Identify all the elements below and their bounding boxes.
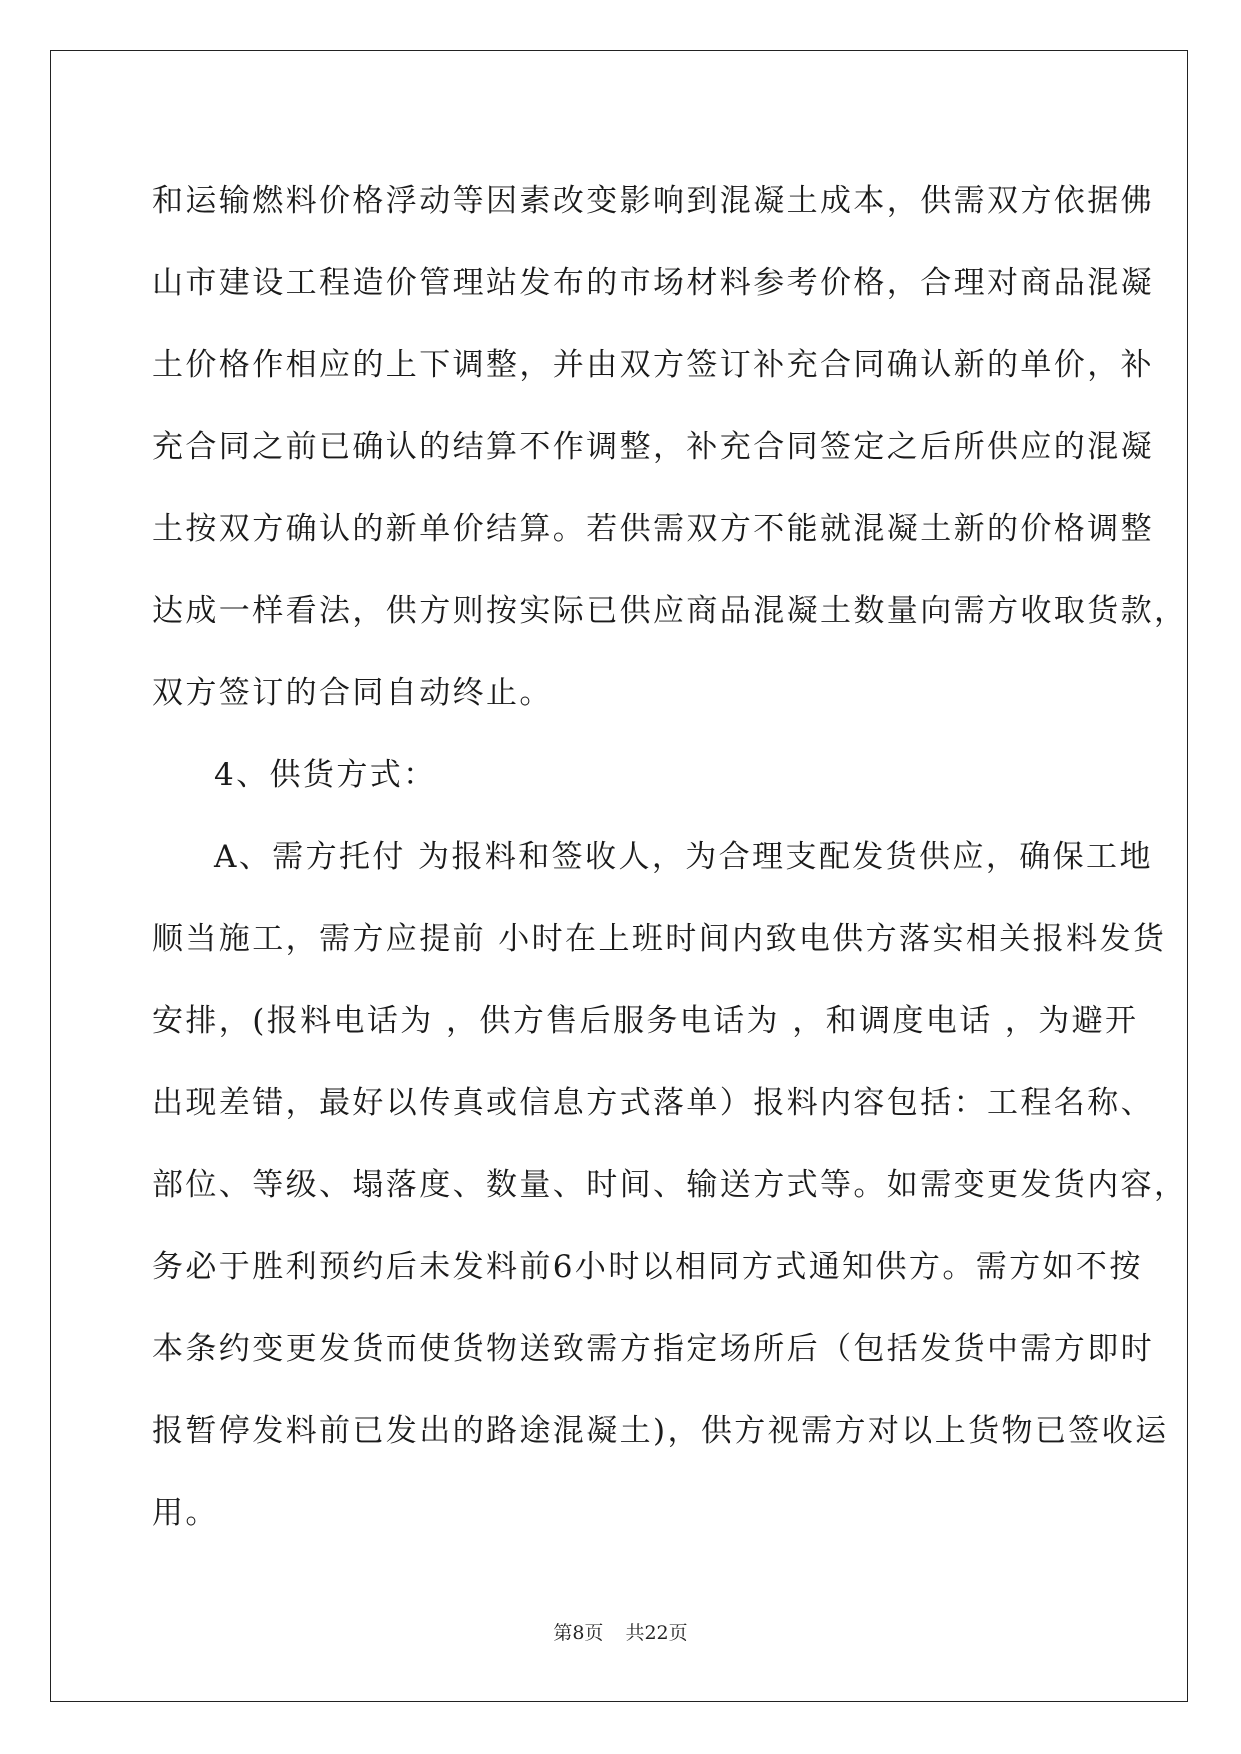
text-line: A、需方托付 为报料和签收人，为合理支配发货供应，确保工地 bbox=[214, 839, 1153, 875]
section-heading: 4、供货方式： bbox=[214, 757, 437, 793]
text-line: 本条约变更发货而使货物送致需方指定场所后（包括发货中需方即时 bbox=[152, 1331, 1154, 1367]
page-total: 共22页 bbox=[625, 1622, 688, 1644]
text-line: 和运输燃料价格浮动等因素改变影响到混凝土成本，供需双方依据佛 bbox=[152, 183, 1154, 219]
text-line: 双方签订的合同自动终止。 bbox=[152, 675, 553, 711]
page-number: 第8页 bbox=[553, 1622, 604, 1644]
text-line: 出现差错，最好以传真或信息方式落单）报料内容包括：工程名称、 bbox=[152, 1085, 1154, 1121]
text-line: 用。 bbox=[152, 1495, 219, 1531]
text-line: 山市建设工程造价管理站发布的市场材料参考价格，合理对商品混凝 bbox=[152, 265, 1154, 301]
text-line: 务必于胜利预约后未发料前6小时以相同方式通知供方。需方如不按 bbox=[152, 1249, 1143, 1285]
text-line: 安排，(报料电话为 ，供方售后服务电话为 ，和调度电话 ，为避开 bbox=[152, 1003, 1139, 1039]
page-footer bbox=[0, 1618, 1241, 1645]
text-line: 报暂停发料前已发出的路途混凝土)，供方视需方对以上货物已签收运 bbox=[152, 1413, 1169, 1449]
text-line: 土价格作相应的上下调整，并由双方签订补充合同确认新的单价，补 bbox=[152, 347, 1154, 383]
text-line: 充合同之前已确认的结算不作调整，补充合同签定之后所供应的混凝 bbox=[152, 429, 1154, 465]
text-line: 顺当施工，需方应提前 小时在上班时间内致电供方落实相关报料发货 bbox=[152, 921, 1167, 957]
document-body bbox=[152, 160, 1188, 1554]
text-line: 部位、等级、塌落度、数量、时间、输送方式等。如需变更发货内容， bbox=[152, 1167, 1188, 1203]
text-line: 土按双方确认的新单价结算。若供需双方不能就混凝土新的价格调整 bbox=[152, 511, 1154, 547]
text-line: 达成一样看法，供方则按实际已供应商品混凝土数量向需方收取货款， bbox=[152, 593, 1188, 629]
